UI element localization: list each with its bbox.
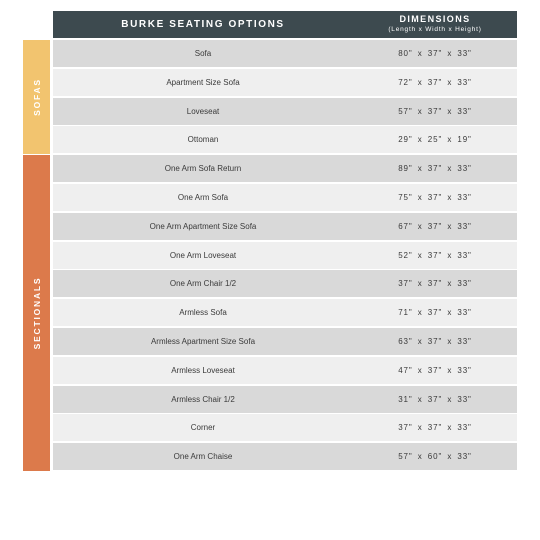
- row-item-dimensions: 31" x 37" x 33": [398, 394, 472, 404]
- row-item-dimensions: 52" x 37" x 33": [398, 250, 472, 260]
- group-sectionals-label: SECTIONALS: [31, 276, 42, 350]
- group-sofas: [23, 40, 50, 154]
- table-row: [53, 69, 517, 96]
- table-row: [53, 357, 517, 384]
- row-item-name: Armless Apartment Size Sofa: [150, 336, 256, 346]
- group-sofas-label: SOFAS: [31, 78, 42, 116]
- table-row: [53, 98, 517, 125]
- row-item-dimensions: 57" x 60" x 33": [398, 451, 472, 461]
- table-row: [53, 386, 517, 413]
- header-title: BURKE SEATING OPTIONS: [121, 19, 285, 30]
- row-item-name: Sofa: [194, 48, 212, 58]
- table-row: [53, 414, 517, 441]
- row-item-name: Armless Sofa: [179, 307, 227, 317]
- row-item-name: Corner: [190, 422, 216, 432]
- table-row: [53, 126, 517, 153]
- table-row: [53, 328, 517, 355]
- row-item-name: One Arm Sofa Return: [164, 163, 242, 173]
- row-item-name: Armless Chair 1/2: [171, 394, 235, 404]
- row-item-name: Armless Loveseat: [171, 365, 235, 375]
- row-item-dimensions: 71" x 37" x 33": [398, 307, 472, 317]
- row-item-dimensions: 47" x 37" x 33": [398, 365, 472, 375]
- row-item-name: Loveseat: [186, 106, 220, 116]
- row-item-name: One Arm Apartment Size Sofa: [149, 221, 257, 231]
- row-item-name: Ottoman: [187, 134, 219, 144]
- row-item-dimensions: 89" x 37" x 33": [398, 163, 472, 173]
- row-item-name: One Arm Sofa: [177, 192, 229, 202]
- row-item-dimensions: 57" x 37" x 33": [398, 106, 472, 116]
- table-header: [53, 11, 517, 38]
- table-row: [53, 184, 517, 211]
- row-item-name: One Arm Chair 1/2: [169, 278, 237, 288]
- header-dimensions: [353, 14, 517, 34]
- table-row: [53, 299, 517, 326]
- row-item-dimensions: 29" x 25" x 19": [398, 134, 472, 144]
- group-sectionals: [23, 155, 50, 471]
- table-row: [53, 443, 517, 470]
- row-item-dimensions: 80" x 37" x 33": [398, 48, 472, 58]
- row-item-dimensions: 75" x 37" x 33": [398, 192, 472, 202]
- table-row: [53, 242, 517, 269]
- table-row: [53, 40, 517, 67]
- dimensions-subtitle: (Length x Width x Height): [388, 26, 482, 33]
- table-row: [53, 155, 517, 182]
- row-item-dimensions: 37" x 37" x 33": [398, 422, 472, 432]
- row-item-dimensions: 63" x 37" x 33": [398, 336, 472, 346]
- row-item-name: One Arm Loveseat: [169, 250, 237, 260]
- row-item-name: Apartment Size Sofa: [166, 77, 240, 87]
- row-item-dimensions: 37" x 37" x 33": [398, 278, 472, 288]
- table-row: [53, 270, 517, 297]
- row-item-dimensions: 72" x 37" x 33": [398, 77, 472, 87]
- dimensions-title: DIMENSIONS: [399, 14, 471, 24]
- row-item-dimensions: 67" x 37" x 33": [398, 221, 472, 231]
- table-row: [53, 213, 517, 240]
- row-item-name: One Arm Chaise: [173, 451, 233, 461]
